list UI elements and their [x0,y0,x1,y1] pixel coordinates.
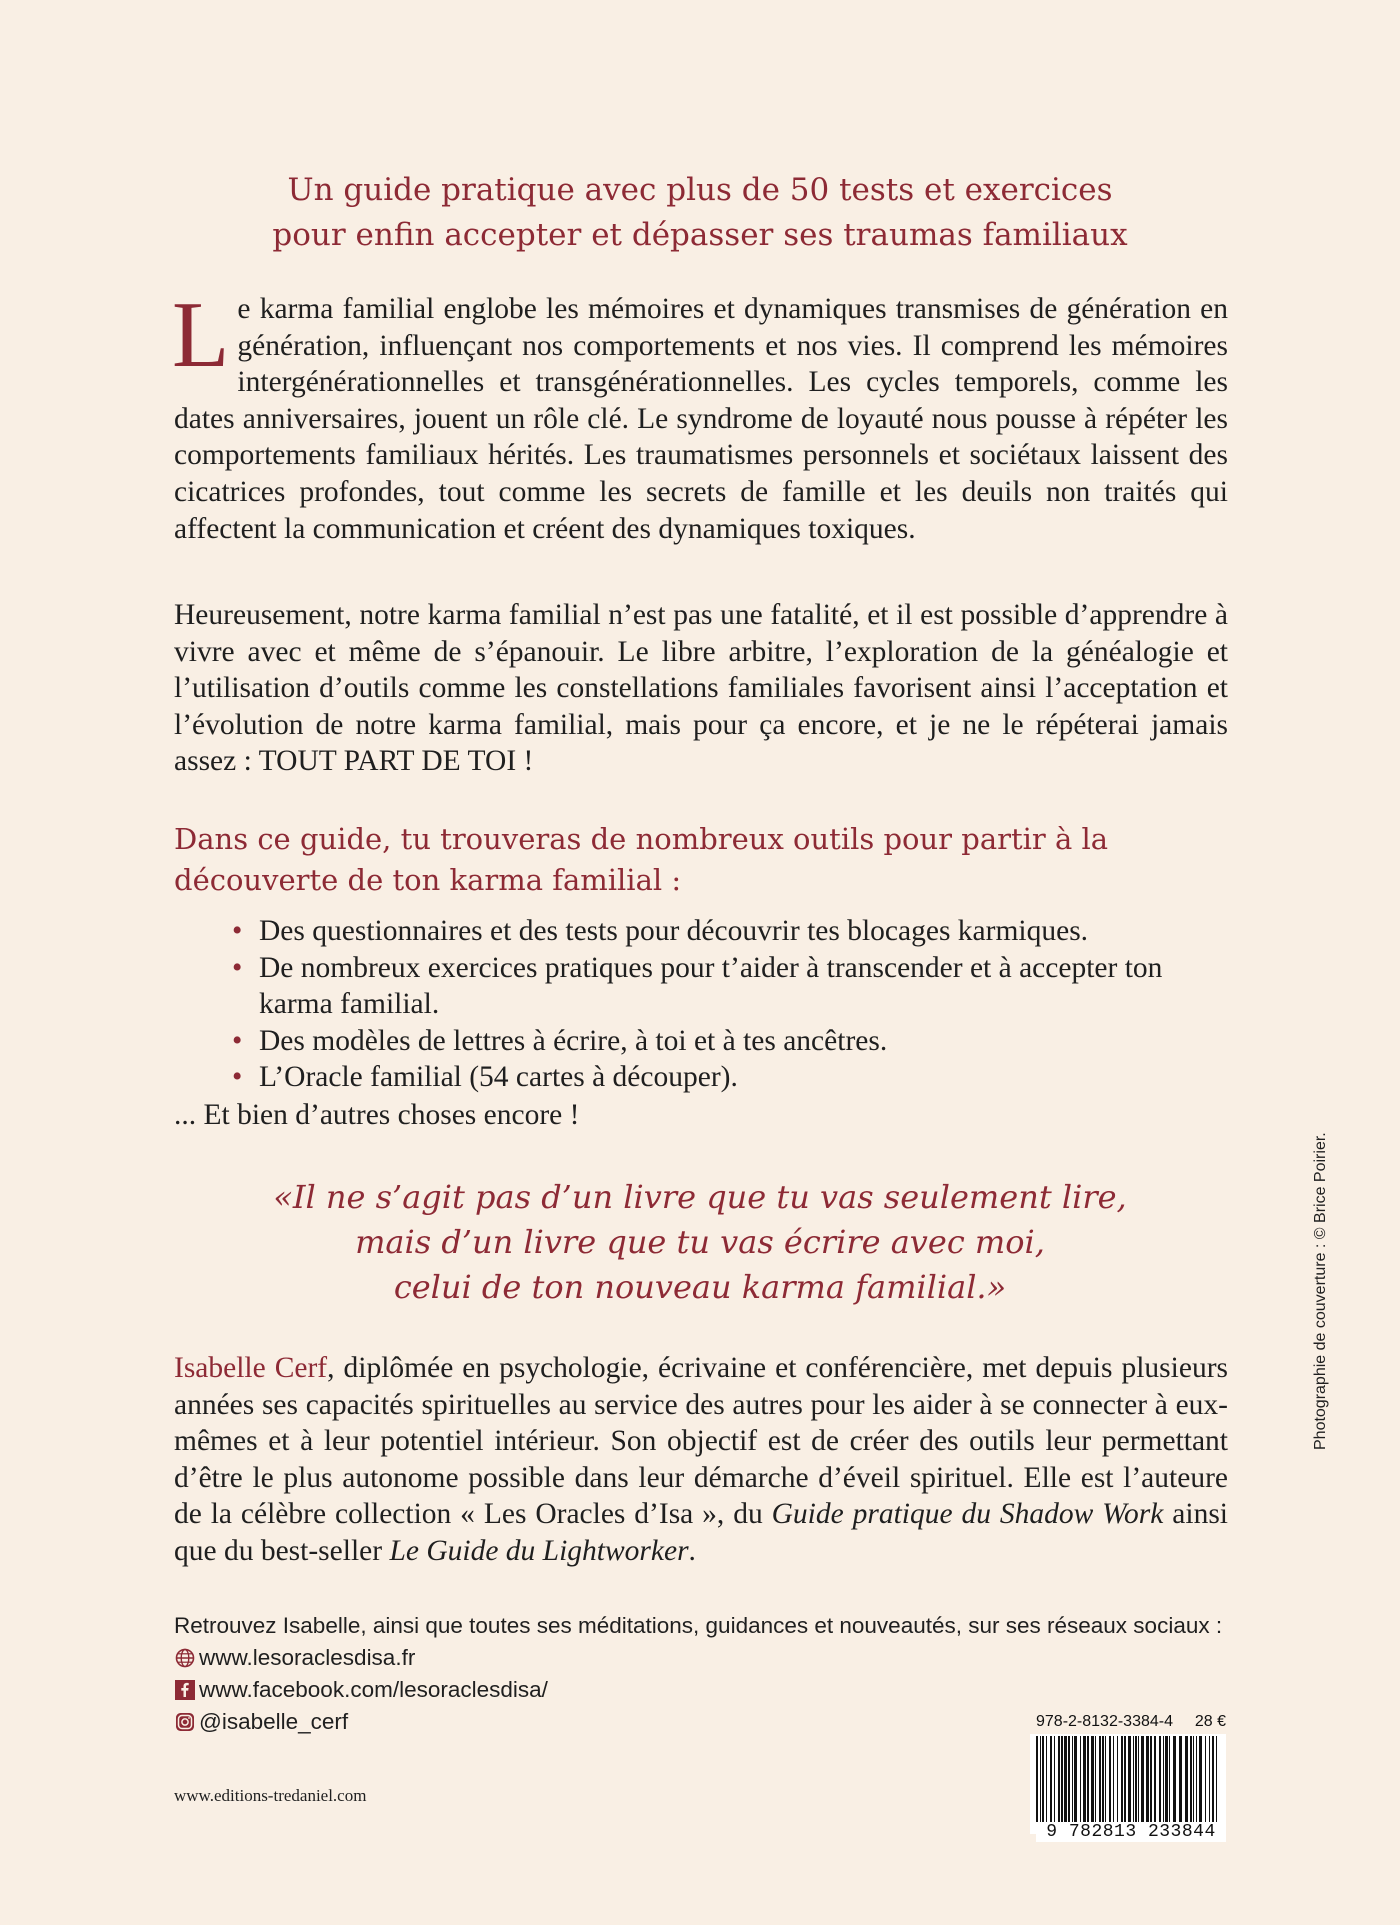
photo-credit: Photographie de couverture : © Brice Poirier. [1312,1132,1329,1450]
facebook-link[interactable]: www.facebook.com/lesoraclesdisa/ [199,1677,548,1702]
bio-text-3: . [688,1534,696,1567]
barcode-bar [1196,1736,1197,1822]
barcode-bar [1083,1736,1086,1822]
quote-line-3: celui de ton nouveau karma familial.» [393,1268,1007,1306]
bullet-icon: • [232,915,243,947]
list-item [232,1059,1232,1096]
bio-text-2: ainsi que du best-seller [174,1498,1229,1567]
list-item-text: Des modèles de lettres à écrire, à toi et à tes ancêtres. [259,1024,888,1057]
list-item [232,950,1232,1023]
barcode-bar [1058,1736,1060,1822]
barcode-bar [1124,1736,1126,1822]
instagram-icon [174,1712,195,1733]
barcode-bar [1061,1736,1063,1822]
barcode-bar [1121,1736,1123,1822]
barcode-bar [1173,1736,1176,1822]
tagline-line-2: pour enfin accepter et dépasser ses traumas familiaux [272,217,1128,253]
publisher-url[interactable]: www.editions-tredaniel.com [174,1786,367,1805]
barcode-bar [1050,1736,1052,1822]
barcode-bar [1190,1736,1192,1822]
barcode-bar [1209,1736,1210,1822]
barcode-bar [1036,1736,1038,1822]
barcode-bar [1109,1736,1111,1822]
list-item [232,1023,1232,1060]
quote-line-2: mais d’un livre que tu vas écrire avec moi, [355,1223,1045,1261]
list-item-text: Des questionnaires et des tests pour découvrir tes blocages karmiques. [259,915,1089,947]
author-name: Isabelle Cerf [174,1352,328,1384]
list-item-text: L’Oracle familial (54 cartes à découper). [259,1061,738,1094]
barcode-bar [1091,1736,1094,1822]
barcode-bar [1117,1736,1118,1822]
website-link[interactable]: www.lesoraclesdisa.fr [199,1645,416,1670]
instagram-handle[interactable]: @isabelle_cerf [199,1709,349,1734]
social-link-facebook[interactable] [174,1674,1234,1706]
quote-line-1: «Il ne s’agit pas d’un livre que tu vas seulement lire, [273,1178,1127,1216]
book-title-1: Guide pratique du Shadow Work [771,1498,1164,1531]
barcode-bar [1072,1736,1073,1822]
barcode-bar [1128,1736,1131,1822]
author-bio [174,1350,1228,1570]
barcode-bar [1113,1736,1114,1822]
tagline [170,168,1230,258]
social-link-website[interactable] [174,1642,1234,1674]
guide-subhead: Dans ce guide, tu trouveras de nombreux outils pour partir à la découverte de ton karma familial : [174,822,1109,897]
barcode-bar [1205,1736,1206,1822]
barcode-bar [1159,1736,1161,1822]
bullet-icon: • [232,1024,243,1057]
pull-quote [170,1175,1230,1310]
barcode-bar [1185,1736,1188,1822]
barcode-bar [1042,1736,1044,1822]
barcode-bar [1150,1736,1152,1822]
barcode-bar [1193,1736,1194,1822]
barcode-bar [1199,1736,1202,1822]
barcode-bar [1133,1736,1134,1822]
barcode-bar [1169,1736,1170,1822]
intro-text: e karma familial englobe les mémoires et dynamiques transmises de génération en génération, influençant nos comportements et nos vies. Il comprend les mémoires intergénérationnelles et transgénérationnelles. Les cycles temporels, comme les dates anniversaires, jouent un rôle clé. Le syndrome de loyauté nous pousse à répéter les comportements familiaux hérités. Les traumatismes personnels et sociétaux laissent des cicatrices profondes, tout comme les secrets de famille et les deuils non traités qui affectent la communication et créent des dynamiques toxiques. [174,293,1228,545]
barcode-bar [1087,1736,1089,1822]
barcode-bar [1102,1736,1104,1822]
drop-cap: L [172,283,230,387]
bio-text-1: , diplômée en psychologie, écrivaine et conférencière, met depuis plusieurs années ses capacités spirituelles au service des autres pour les aider à se connecter à eux-mêmes et à leur potentiel intérieur. Son objectif est de créer des outils leur permettant d’être le plus autonome possible dans leur démarche d’éveil spirituel. Elle est l’auteure de la célèbre collection « Les Oracles d’Isa », du [174,1352,1228,1531]
barcode-bar [1165,1736,1168,1822]
barcode-bar [1095,1736,1096,1822]
barcode-bar [1179,1736,1182,1822]
bullet-icon: • [232,951,243,984]
barcode-bar [1216,1736,1217,1822]
barcode-bar [1064,1736,1067,1822]
list-item [232,913,1232,950]
barcode-bar [1040,1736,1041,1822]
barcode-bar [1046,1736,1047,1822]
globe-icon [174,1648,195,1669]
isbn: 978-2-8132-3384-4 [1036,1713,1173,1730]
barcode-bar [1105,1736,1106,1822]
guide-list [232,913,1232,1096]
isbn-price-line [1036,1713,1226,1731]
barcode-bar [1141,1736,1144,1822]
barcode-bar [1163,1736,1164,1822]
barcode-bar [1138,1736,1139,1822]
tagline-line-1: Un guide pratique avec plus de 50 tests et exercices [287,172,1113,208]
barcode-bar [1135,1736,1137,1822]
more-text: ... Et bien d’autres choses encore ! [174,1099,580,1131]
bullet-icon: • [232,1061,243,1094]
intro-paragraph [172,283,1228,547]
list-item-text: De nombreux exercices pratiques pour t’aider à transcender et à accepter ton karma familial. [259,951,1163,1021]
barcode-bar [1054,1736,1055,1822]
barcode-bar [1080,1736,1081,1822]
facebook-icon [174,1680,195,1701]
barcode-bar [1068,1736,1070,1822]
barcode [1030,1734,1226,1834]
barcode-bar [1074,1736,1077,1822]
barcode-bar [1146,1736,1149,1822]
second-paragraph: Heureusement, notre karma familial n’est pas une fatalité, et il est possible d’apprendre à vivre avec et même de s’épanouir. Le libre arbitre, l’exploration de la généalogie et l’utilisation d’outils comme les constellations familiales favorisent ainsi l’acceptation et l’évolution de notre karma familial, mais pour ça encore, et je ne le répéterai jamais assez : TOUT PART DE TOI ! [174,599,1228,778]
barcode-bar [1099,1736,1101,1822]
barcode-bar [1212,1736,1214,1822]
book-title-2: Le Guide du Lightworker [389,1534,689,1567]
social-intro: Retrouvez Isabelle, ainsi que toutes ses méditations, guidances et nouveautés, sur ses réseaux sociaux : [174,1613,1223,1638]
price: 28 € [1194,1713,1226,1730]
barcode-digits: 9 782813 233844 [1036,1822,1226,1842]
barcode-bar [1154,1736,1156,1822]
